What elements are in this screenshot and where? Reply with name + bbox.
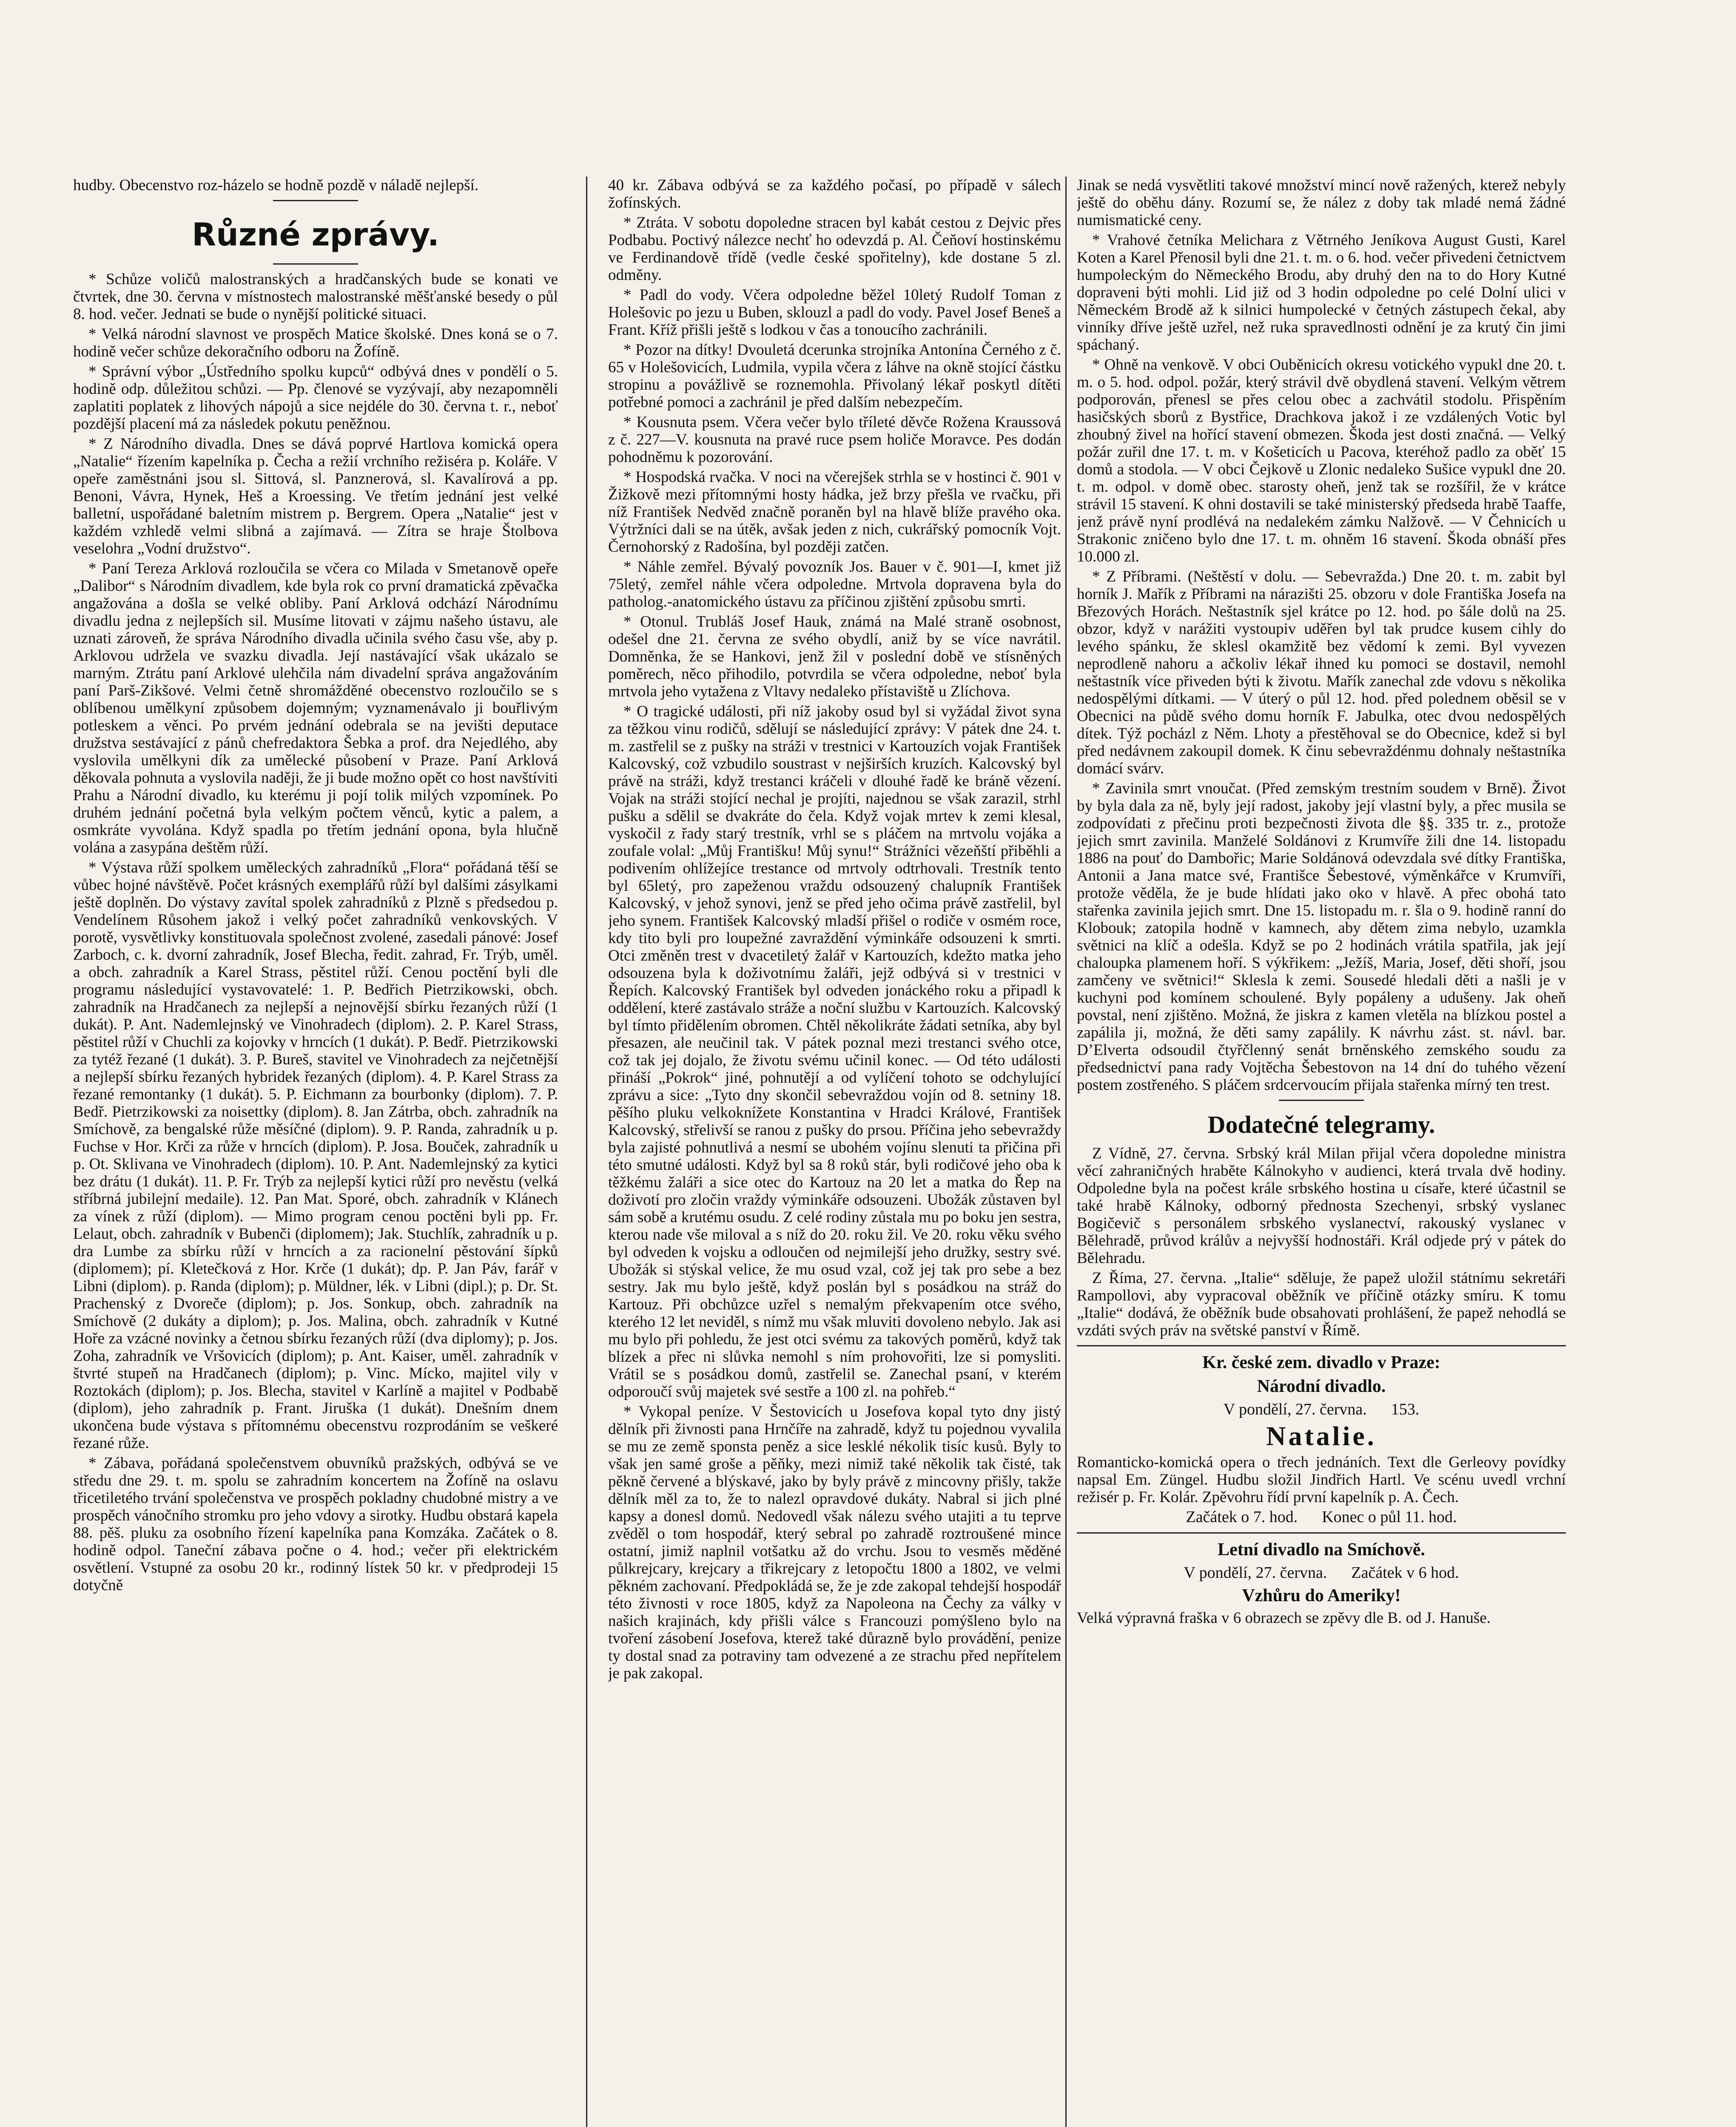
divider: [273, 200, 358, 201]
news-item: * Otonul. Trubláš Josef Hauk, známá na Malé straně osobnost, odešel dne 21. června ze svého obydlí, aniž by se více navrátil. Domněnka, že se Hankovi, jenž žil v poslední době ve stísněných poměrech, něco přihodilo, potvrdila se včera odpoledne, neboť byla mrtvola jeho vytažena z Vltavy nedaleko přístaviště u Zlíchova.: [608, 613, 1061, 700]
news-item: * Schůze voličů malostranských a hradčanských bude se konati ve čtvrtek, dne 30. června v místnostech malostranské měšťanské besedy o půl 8. hod. večer. Jednati se bude o nynější politické situaci.: [73, 271, 558, 323]
news-item: 40 kr. Zábava odbývá se za každého počasí, po případě v sálech žofínských.: [608, 177, 1061, 211]
telegram: Z Říma, 27. června. „Italie“ sděluje, že papež uložil státnímu sekretáři Rampollovi, aby vypracoval oběžník ve příčině otázky smíru. K tomu „Italie“ dodává, že oběžník bude obsahovati prohlášení, že papež nehodlá se vzdáti svých práv na světské panství v Římě.: [1077, 1269, 1566, 1339]
theater-name: Letní divadlo na Smíchově.: [1218, 1540, 1425, 1560]
play-title: Natalie.: [1266, 1421, 1377, 1451]
news-item: * Paní Tereza Arklová rozloučila se včera co Milada v Smetanově opeře „Dalibor“ s Národním divadlem, kde byla rok co první dramatická zpěvačka angažována a došla se velké obliby. Paní Arklová odchází Národnímu divadlu jedna z nejlepších sil. Musíme litovati v zájmu našeho ústavu, ale uznati zároveň, že správa Národního divadla učinila svého času vše, aby p. Arklovou udržela ve svazku divadla. Její nastávající však ukázalo se marným. Ztrátu paní Arklové ulehčila nám divadelní správa angažováním paní Parš-Zikšové. Velmi četně shromážděné obecenstvo rozloučilo se s oblíbenou umělkyní způsobem dojemným; vyznamenávalo ji bouřlivým potleskem a věnci. Po prvém jednání odebrala se na jevišti deputace družstva sestávající z pánů chefredaktora Šebka a prof. dra Nejedlého, aby vyslovila umělkyni dík za umělecké působení v Praze. Paní Arklová děkovala pohnuta a vyslovila naději, že ji bude možno opět co host navštíviti Prahu a Národní divadlo, ku kterému ji pojí tolik milých vzpomínek. Po druhém jednání početná byla velkým počtem věnců, kytic a palem, a osmkráte vyvolána. Když spadla po třetím jednání opona, byla hlučně volána a zasypána deštěm růží.: [73, 560, 558, 856]
theater-times: [1077, 1508, 1566, 1526]
telegram: Z Vídně, 27. června. Srbský král Milan přijal včera dopoledne ministra věcí zahraničných hraběte Kálnokyho v audienci, která trvala dvě hodiny. Odpoledne byla na počest krále srbského hostina u císaře, které účastnil se také hrabě Kálnoky, odborný přednosta Szechenyi, srbský vyslanec Bogičevič s personálem srbského vyslanectví, rakouský vyslanec v Bělehradě, průvod králův a nejvyšší hodnostáři. Král odjede prý v pátek do Bělehradu.: [1077, 1145, 1566, 1267]
news-item: * Velká národní slavnost ve prospěch Matice školské. Dnes koná se o 7. hodině večer schůze dekoračního odboru na Žofíně.: [73, 325, 558, 360]
divider: [273, 263, 358, 265]
divider: [1279, 1100, 1364, 1101]
news-item: * Z Příbrami. (Neštěstí v dolu. — Sebevražda.) Dne 20. t. m. zabit byl horník J. Mařík z Příbrami na nárazišti 25. obzoru v dole Františka Josefa na Březových Horách. Neštastník sjel krátce po 12. hod. po šále dolů na 25. obzor, když v narážiti vystoupiv uděřen byl tak prudce kusem cihly do levého spánku, že sklesl okamžitě bez vědomí k zemi. Byl vyvezen neprodleně nahoru a ačkoliv lékař ihned ku pomoci se dostavil, nemohl neštastník více přiveden býti k životu. Mařík zanechal zde vdovu s několika nedospělými dítkami. — V úterý o půl 12. hod. před polednem oběsil se v Obecnici na půdě svého domu horník F. Jabulka, otec dvou nedospělých dítek. Týž pocházl z Něm. Lhoty a přestěhoval se do Obecnice, kdež si byl před nedávnem zakoupil domek. K činu sebevraždénmu dohnaly neštastníka domácí svárv.: [1077, 568, 1566, 777]
news-item: * Ztráta. V sobotu dopoledne stracen byl kabát cestou z Dejvic přes Podbabu. Poctivý nálezce nechť ho odevzdá p. Al. Čeňoví hostinskému ve Ferdinandově třídě (vedle české spořitelny), kde dostane 5 zl. odměny.: [608, 214, 1061, 284]
news-item: * Vykopal peníze. V Šestovicích u Josefova kopal tyto dny jistý dělník při živnosti pana Hrnčíře na zahradě, když tu pojednou vyvalila se mu ze země sponsta peněz a sice lesklé nékolik tisíc kusů. Byly to však jen samé groše a pěňky, mezi nimiž také několik tak čisté, tak pěkně červené a blýskavé, jako by byly právě z mincovny přišly, takže dělník měl za to, že to nalezl opravdové dukáty. Nabral si jich plné kapsy a donesl domů. Nedovedl však nálezu svého utajiti a tu teprve zvěděl o tom hospodář, který sebral po zahradě roztroušené mince ostatní, jimiž naplnil votšatku až do vrchu. Jsou to vesměs měděné půlkrejcary, krejcary a třikrejcary z letopočtu 1800 a 1802, ve velmi pěkném zachovaní. Předpokládá se, že je zde zakopal tehdejší hospodář této živnosti v roce 1805, když za Napoleona na Čechy za války v našich krajinách, kdy přišli válce s Francouzi pomýšleno bylo na tvoření zásobení Josefova, kterež také důrazně bylo provádění, penize ty dostal snad za potraviny tam odvezené a ze strachu před nepřítelem je pak zakopal.: [608, 1403, 1061, 1682]
section-title: Různé zprávy.: [192, 217, 439, 253]
end-time: Konec o půl 11. hod.: [1322, 1508, 1457, 1526]
news-item: * Náhle zemřel. Bývalý povozník Jos. Bauer v č. 901—I, kmet již 75letý, zemřel náhle včera odpoledne. Mrtvola dopravena byla do patholog.-anatomického ústavu za příčinou zjištění způsobu smrti.: [608, 558, 1061, 610]
telegrams-title: Dodatečné telegramy.: [1207, 1111, 1435, 1138]
news-item: * Správní výbor „Ústředního spolku kupců“ odbývá dnes v pondělí o 5. hodině odp. důležitou schůzi. — Pp. členové se vyzývají, aby nezapomněli zaplatiti poplatek z lihových nápojů a sice nejdéle do 30. června t. r., neboť pozdější placení má za následek pokutu peněžnou.: [73, 363, 558, 433]
news-item: * Hospodská rvačka. V noci na včerejšek strhla se v hostinci č. 901 v Žižkově mezi přítomnými hosty hádka, jež brzy přešla ve rvačku, při níž František Nedvěd značně poraněn byl na hlavě blíže pravého oka. Výtržníci dali se na útěk, avšak jeden z nich, cukrářský pomocník Vojt. Černohorský z Radošína, byl později zatčen.: [608, 468, 1061, 556]
play-title: Vzhůru do Ameriky!: [1242, 1586, 1401, 1605]
news-item: * Padl do vody. Včera odpoledne běžel 10letý Rudolf Toman z Holešovic po jezu u Buben, sklouzl a padl do vody. Pavel Josef Beneš a Frant. Kříž přišli ještě s lodkou v čas a tonoucího zachránili.: [608, 286, 1061, 339]
news-item: * O tragické události, při níž jakoby osud byl si vyžádal život syna za těžkou vinu rodičů, sdělují se následující zprávy: V pátek dne 24. t. m. zastřelil se z pušky na stráži v trestnici v Kartouzích vojak František Kalcovský, což vzbudilo soustrast v nejširších kruzích. Kalcovský byl právě na stráži, když trestanci kráčeli v dlouhé řadě ke bráně vězení. Vojak na stráži stojící nechal je projíti, najednou se však zarazil, strhl pušku a sdělil se dvakráte do čela. Když vojak mrtev k zemi klesal, vyskočil z řady starý trestník, vrhl se s pláčem na mrtvolu vojáka a zoufale volal: „Můj Františku! Můj synu!“ Strážníci vězeňští přiběhli a podivením ohlížejíce trestance od mrtvoly odtrhovali. Trestník tento byl 65letý, pro zapeženou vraždu odsouzený chalupník František Kalcovský, v jehož synovi, jenž se před jeho očima právě zastřelil, byl jeho synem. František Kalcovský mladší přišel o rodiče v osmém roce, kdy tito byli pro loupežné zavraždění výminkáře odsouzeni k smrti. Otci změněn trest v dvacetiletý žalář v Kartouzích, kdežto matka jeho odsouzena byla k doživotnímu žaláři, jejž odbývá si v trestnici v Řepích. Kalcovský František byl odveden jonáckého roku a připadl k oddělení, které zastávalo stráže a noční službu v Kartouzích. Kalcovský byl tímto přidělením obromen. Chtěl několikráte žádati setníka, aby byl přesazen, ale neučinil tak. V pátek poznal mezi trestanci svého otce, což tak jej dojalo, že životu svému učinil konec. — Od této události přináší „Pokrok“ jiné, pohnutějí a od vylíčení tohoto se odchylující zprávu a sice: „Tyto dny skončil sebevraždou vojín od 8. setniny 18. pěšího pluku velkoknížete Konstantina v Hradci Králové, František Kalcovský, střelivší se ranou z pušky do prsou. Příčina jeho sebevraždy byla zajisté pohnutlivá a nesmí se ubohém vojínu slenuti ta přičina při této smutné události. Když byl sa 8 roků stár, byli rodičové jeho oba k těžkému žaláři a sice otec do Kartouz na 20 let a matka do Řep na doživotí pro zločin vraždy výminkáře odsouzeni. Ubožák zůstaven byl sám sobě a krutému osudu. Z celé rodiny zůstala mu po boku jen sestra, kterou nade vše miloval a s níž do 20. roku žil. Ve 20. roku věku svého byl odveden k vojsku a odloučen od nejmilejší jeho družky, sestry své. Ubožák si stýskal velice, že mu osud vzal, což jej tak pro sebe a bez sestry. Jak mu bylo ještě, když poslán byl s posádkou na stráž do Kartouz. Při obchůzce uzřel s nemalým překvapením otce svého, kterého 12 let neviděl, s nímž mu však mluviti dovoleno nebylo. Jak asi mu bylo při pohledu, že jest otci svému za takových poměrů, když tak blízek a přec ni slůvka nemohl s ním prohovořiti, lze si pomysliti. Vrátil se s posádkou domů, zastřelil se. Zanechal psaní, v kterém odporoučí svůj majetek své sestře a 100 zl. na pohřeb.“: [608, 703, 1061, 1400]
column-2: [608, 177, 1061, 2127]
start-time: Začátek o 7. hod.: [1186, 1508, 1298, 1526]
divider: [1077, 1345, 1566, 1346]
column-3: [1077, 177, 1566, 2127]
theater-date-text: V pondělí, 27. června.: [1184, 1564, 1327, 1582]
news-item: * Z Národního divadla. Dnes se dává poprvé Hartlova komická opera „Natalie“ řízením kapelníka p. Čecha a režií vrchního režiséra p. Koláře. V opeře zaměstnáni jsou sl. Sittová, sl. Panznerová, sl. Kavalírová a pp. Benoni, Vávra, Hynek, Heš a Kroessing. Ve třetím jednání jest velké balletní, uspořádané baletním mistrem p. Bergrem. Opera „Natalie“ jest v každém vzhledě velmi slibná a zajímavá. — Zítra se hraje Štolbova veselohra „Vodní družstvo“.: [73, 435, 558, 557]
divider: [1077, 1532, 1566, 1534]
news-item: * Zavinila smrt vnoučat. (Před zemským trestním soudem v Brně). Život by byla dala za ně, byly její radost, jakoby její vlastní byly, a přec musila se zodpovídati z přečinu proti bezpečnosti života dle §§. 335 tr. z., protože jejich smrt zavinila. Manželé Soldánovi z Krumvíře žili dne 14. listopadu 1886 na pouť do Dambořic; Marie Soldánová odevzdala své dítky Františka, Antonii a Jana matce své, Františce Šebestové, výměnkářce v Krumvíři, protože věděla, že je bude hlídati jako oko v hlavě. A přec obohá tato stařenka zavinila jejich smrt. Dne 15. listopadu m. r. šla o 9. hodině ranní do Klobouk; zatopila hodně v kamnech, aby dětem zima nebylo, uzamkla světnici na klíč a odešla. Když se po 2 hodinách vrátila spatřila, jak její chaloupka plamenem hoří. S výkřikem: „Ježíš, Maria, Josef, děti shoří, jsou zamčeny ve světnici!“ Sklesla k zemi. Sousedé hledali děti a našli je v kuchyni pod komínem schoulené. Byly popáleny a udušeny. Jak oheň povstal, není zjištěno. Možná, že jiskra z kamen vletěla na blízkou postel a zapálila ji, možná, že děti samy zapálily. K návrhu zást. st. návl. bar. D’Elverta odsoudil čtyřčlenný senát brněnského zemského soudu za předsednictví pana rady Vojtěcha Šebestovon na 14 dní do tuhého vězení postem zostřeného. S pláčem srdcervoucím přijala stařenka mírný ten trest.: [1077, 780, 1566, 1094]
intro-text: hudby. Obecenstvo roz-házelo se hodně pozdě v náladě nejlepší.: [73, 177, 479, 194]
play-details: Romanticko-komická opera o třech jednáních. Text dle Gerleovy povídky napsal Em. Züngel. Hudbu složil Jindřich Hartl. Ve scénu uvedl vrchní režisér p. Fr. Kolár. Zpěvohru řídí první kapelník p. A. Čech.: [1077, 1454, 1566, 1506]
performance-number: 153.: [1391, 1400, 1420, 1418]
news-item: * Pozor na dítky! Dvouletá dcerunka strojníka Antonína Černého z č. 65 v Holešovicích, Ludmila, vypila včera z láhve na okně stojící částku stropinu a povážlivě se roznemohla. Přivolaný lékař poskytl dítěti potřebné pomoci a zachránil je před dalším nebezpečím.: [608, 341, 1061, 411]
theater-date: [1077, 1563, 1566, 1582]
news-item: * Kousnuta psem. Včera večer bylo tříleté děvče Rožena Kraussová z č. 227—V. kousnuta na pravé ruce psem holiče Moravce. Pes dodán pohodněmu k pozorování.: [608, 413, 1061, 466]
play-details: Velká výpravná fraška v 6 obrazech se zpěvy dle B. od J. Hanuše.: [1077, 1609, 1491, 1627]
start-time: Začátek v 6 hod.: [1351, 1564, 1459, 1582]
column-rule-left: [586, 177, 587, 2127]
theater-subtitle: Národní divadlo.: [1257, 1377, 1386, 1396]
column-rule-right: [1065, 177, 1067, 2127]
theater-date: [1077, 1400, 1566, 1419]
theater-name: Kr. české zem. divadlo v Praze:: [1202, 1353, 1440, 1372]
news-item: * Vrahové četníka Melichara z Větrného Jeníkova August Gusti, Karel Koten a Karel Přenosil byli dne 21. t. m. o 6. hod. večer přivedeni četnictvem humpoleckým do Německého Brodu, aby druhý den na to do Hory Kutné dopraveni býti mohli. Lid již od 3 hodin odpoledne po celé Dolní ulici v Německém Brodě až k silnici humpolecké v četných zástupech čekal, aby vinníky dříve ještě uzřel, než ruka spravedlnosti odnění je za krutý čin jimi spáchaný.: [1077, 231, 1566, 354]
news-item: * Zábava, pořádaná společenstvem obuvníků pražských, odbývá se ve středu dne 29. t. m. spolu se zahradním koncertem na Žofíně na oslavu třicetiletého trvání společenstva ve prospěch pokladny chudobné mistry a ve prospěch vánočního stromku pro jeho vdovy a sirotky. Hudbu obstará kapela 88. pěš. pluku za osobního řízení kapelníka pana Komzáka. Začátek o 8. hodině odpol. Taneční zábava počne o 4. hod.; večer při elektrickém osvětlení. Vstupné za osobu 20 kr., rodinný lístek 50 kr. v předprodeji 15 dotyčně: [73, 1454, 558, 1594]
news-item: * Výstava růží spolkem uměleckých zahradníků „Flora“ pořádaná těší se vůbec hojné návštěvě. Počet krásných exemplářů růží byl dalšími zásylkami ještě doplněn. Do výstavy zavítal spolek zahradníků z Plzně s předsedou p. Vendelínem Růsohem jakož i velký počet zahradníků venkovských. V porotě, vysvětlivky konstituovala společnost zvolené, zasedali pánové: Josef Zarboch, c. k. dvorní zahradník, Josef Blecha, ředit. zahrad, Fr. Trýb, uměl. a obch. zahradník a Karel Strass, pěstitel růží. Cenou poctění byli dle programu následující vystavovatelé: 1. P. Bedřich Pietrzikowski, obch. zahradník na Hradčanech za nejlepší a nejnovější sbírku řezaných růží (1 dukát). P. Ant. Nademlejnský ve Vinohradech (diplom). 2. P. Karel Strass, pěstitel růží v Chuchli za kojovky v hrncích (1 dukát). P. Bedř. Pietrzikowski za tytéž řezané (1 dukát). 3. P. Bureš, stavitel ve Vinohradech za nejčetnější a nejlepší sbírku řezaných hybridek řezaných (diplom). 4. P. Karel Strass za řezané remontanky (1 dukát). 5. P. Eichmann za bourbonky (diplom). 7. P. Bedř. Pietrzikowski za noisettky (diplom). 8. Jan Zátrba, obch. zahradník na Smíchově, za bengalské růže měsíčné (diplom). 9. P. Randa, zahradník u p. Fuchse v Hor. Krči za růže v hrncích (diplom). P. Josa. Bouček, zahradník u p. Ot. Sklivana ve Vinohradech (diplom). 10. P. Ant. Nademlejnský za kytici bez drátu (1 dukát). 11. P. Fr. Trýb za nejlepší kytici růží pro nevěstu (velká stříbrná jubilejní medaile). 12. Pan Mat. Sporé, obch. zahradník v Klánech za vínek z růží (diplom). — Mimo program cenou poctěni byli pp. Fr. Lelaut, obch. zahradník v Bubenči (diplomem); Jak. Stuchlík, zahradník u p. dra Lumbe za sbírku růží v hrncích a za racionelní pěstování šípků (diplomem); pí. Kletečková z Hor. Krče (1 dukát); dp. P. Jan Páv, farář v Libni (diplom). p. Randa (diplom); p. Müldner, lék. v Libni (dipl.); p. Dr. St. Prachenský z Dvoreče (diplom); p. Jos. Sonkup, obch. zahradník na Smíchově (2 dukáty a diplom); p. Jos. Malina, obch. zahradník v Kutné Hoře za vzácné novinky a četnou sbírku řezaných růží (dva diplomy); p. Jos. Zoha, zahradník ve Vršovicích (diplom); p. Ant. Kaiser, uměl. zahradník v štvrté stupeň na Hradčanech (diplom); p. Vinc. Mícko, majitel vily v Roztokách (diplom); p. Jos. Blecha, stavitel v Karlíně a majitel v Podbabě (diplom), jeho zahradník p. Frant. Jiruška (1 dukát). Dnešním dnem ukončena bude výstava s přítomnému obecenstvu rozprodáním se veškeré řezané růže.: [73, 859, 558, 1452]
theater-date-text: V pondělí, 27. června.: [1223, 1400, 1367, 1418]
news-item: * Ohně na venkově. V obci Ouběnicích okresu votického vypukl dne 20. t. m. o 5. hod. odpol. požár, který strávil dvě obydlená stavení. Velkým větrem podporován, přenesl se přes celou obec a zachvátil stodolu. Přispěním hasičských sborů z Bystřice, Drachkova jakož i ze vzdálených Votic byl zhoubný živel na hořící stavení obmezen. Škoda jest dosti značná. — Velký požár zuřil dne 17. t. m. v Košeticích u Pacova, kteréhož padlo za oběť 15 domů a stodola. — V obci Čejkově u Zlonic nedaleko Sušice vypukl dne 20. t. m. odpol. v domě obec. starosty oheň, jenž tak se rozšířil, že v krátce strávil 15 stavení. K ohni dostavili se také ministerský předseda hrabě Taaffe, jenž právě nyní prodlévá na nedalekém zámku Nalžově. — V Čehnicích u Strakonic zničeno bylo dne 17. t. m. ohněm 16 stavení. Škoda obnáší přes 10.000 zl.: [1077, 356, 1566, 565]
column-1: [73, 177, 558, 2127]
news-item: Jinak se nedá vysvětliti takové množství mincí nově ražených, kterež nebyly ještě do oběhu dány. Rozumí se, že nález z doby tak mladé nemá žádné numismatické ceny.: [1077, 177, 1566, 229]
